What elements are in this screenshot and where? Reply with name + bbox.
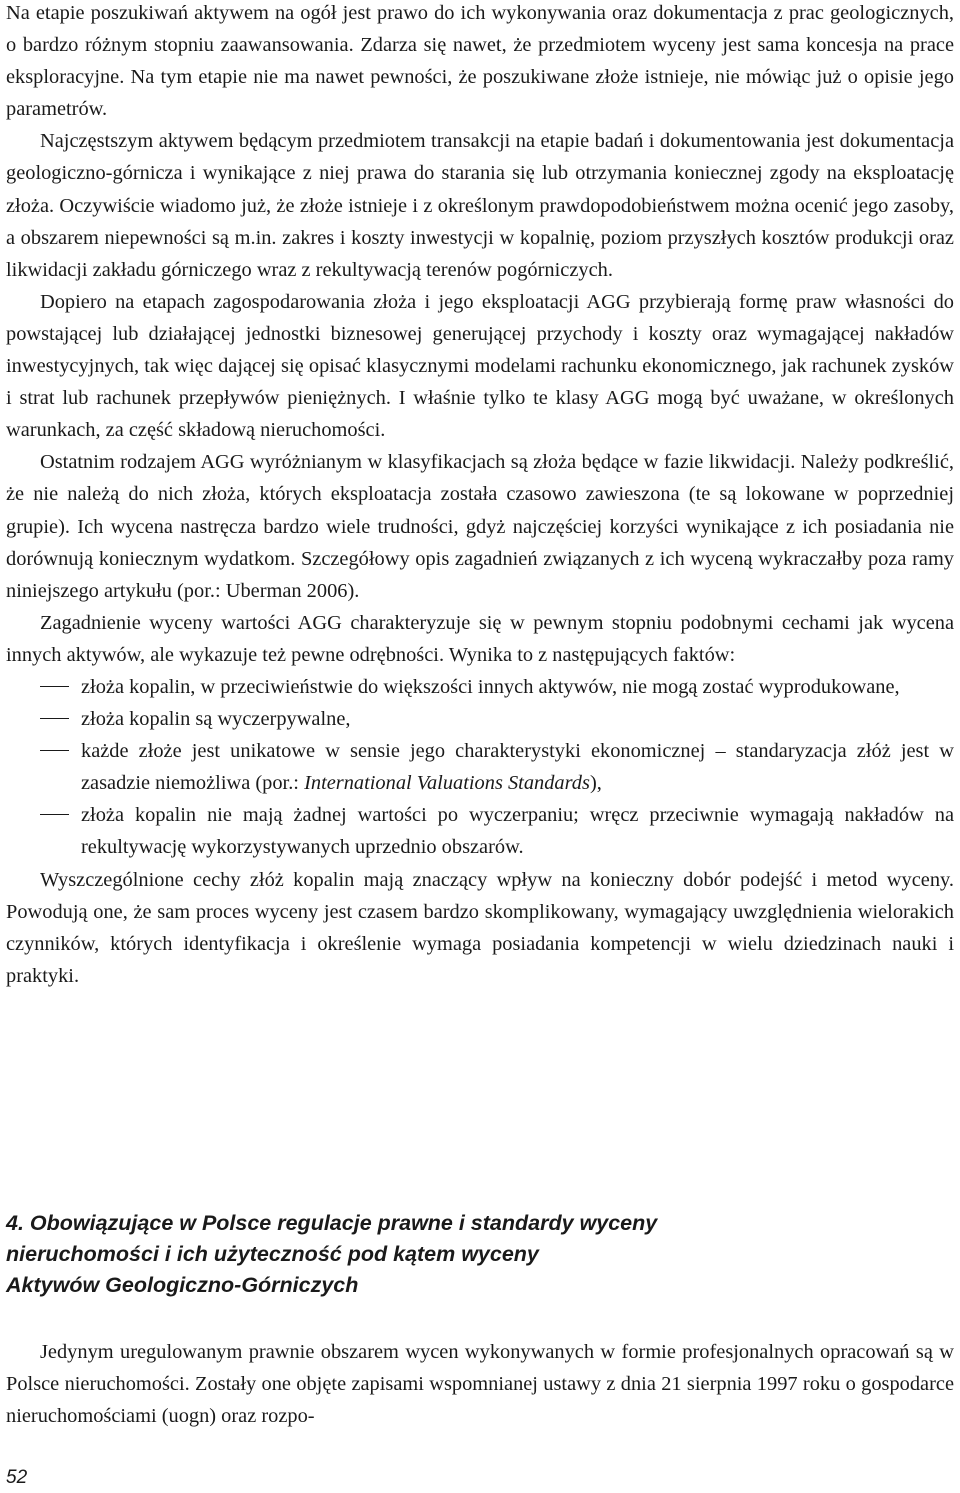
- list-item: [6, 799, 954, 863]
- paragraph-regulations: Jedynym uregulowanym prawnie obszarem wycen wykonywanych w formie profesjonalnych opracowań są w Polsce nieruchomości. Zostały one objęte zapisami wspomnianej ustawy z dnia 21 sierpnia 1997 roku o gospodarce nieruchomościami (uogn) oraz rozpo-: [6, 1341, 954, 1428]
- paragraph-documentation-stage: Najczęstszym aktywem będącym przedmiotem transakcji na etapie badań i dokumentowania jest dokumentacja geologiczno-górnicza i wynikające z niej prawa do starania się lub otrzymania koniecznej zgody na eksploatację złoża. Oczywiście wiadomo już, że złoże istnieje i z określonym prawdopodobieństwem można ocenić jego zasoby, a obszarem niepewności są m.in. zakres i koszty inwestycji w kopalnię, poziom przyszłych kosztów produkcji oraz likwidacji zakładu górniczego wraz z rekultywacją terenów pogórniczych.: [6, 130, 954, 281]
- dash-bullet: [40, 750, 69, 751]
- paragraph-exploration-stage: Na etapie poszukiwań aktywem na ogół jest prawo do ich wykonywania oraz dokumentacja z prac geologicznych, o bardzo różnym stopniu zaawansowania. Zdarza się nawet, że przedmiotem wyceny jest sama koncesja na prace eksploracyjne. Na tym etapie nie ma nawet pewności, że poszukiwane złoże istnieje, nie mówiąc już o opisie jego parametrów.: [6, 2, 954, 121]
- page-number: 52: [6, 1467, 28, 1488]
- section-heading-line: nieruchomości i ich użyteczność pod kątem wyceny: [6, 1242, 539, 1266]
- list-item-citation: International Valuations Standards: [304, 772, 590, 795]
- paragraph-development-stage: Dopiero na etapach zagospodarowania złoża i jego eksploatacji AGG przybierają formę praw własności do powstającej lub działającej jednostki biznesowej generującej przychody i koszty oraz wymagającej nakładów inwestycyjnych, tak więc dającej się opisać klasycznymi modelami rachunku ekonomicznego, jak rachunek zysków i strat lub rachunek przepływów pieniężnych. I właśnie tylko te klasy AGG mogą być uważane, w określonych warunkach, za część składową nieruchomości.: [6, 290, 954, 442]
- section-heading-line: Aktywów Geologiczno-Górniczych: [6, 1273, 359, 1297]
- list-item-text: złoża kopalin, w przeciwieństwie do większości innych aktywów, nie mogą zostać wyprodukowane,: [81, 675, 900, 698]
- features-list: [6, 671, 954, 864]
- section-body: [6, 1336, 954, 1432]
- section-heading-line: 4. Obowiązujące w Polsce regulacje prawne i standardy wyceny: [6, 1211, 658, 1235]
- dash-bullet: [40, 686, 69, 687]
- list-item-text: złoża kopalin nie mają żadnej wartości po wyczerpaniu; wręcz przeciwnie wymagają nakładów na rekultywację wykorzystywanych uprzednio obszarów.: [81, 804, 954, 859]
- list-item-text: każde złoże jest unikatowe w sensie jego charakterystyki ekonomicznej – standaryzacja złóż jest w zasadzie niemożliwa (por.:: [81, 740, 954, 795]
- paragraph-liquidation-stage: Ostatnim rodzajem AGG wyróżnianym w klasyfikacjach są złoża będące w fazie likwidacji. Należy podkreślić, że nie należą do nich złoża, których eksploatacja została czasowo zawieszona (te są lokowane w poprzedniej grupie). Ich wycena nastręcza bardzo wiele trudności, gdyż najczęściej korzyści wynikające z ich posiadania nie dorównują koniecznym wydatkom. Szczegółowy opis zagadnień związanych z ich wyceną wykraczałby poza ramy niniejszego artykułu (por.: Uberman 2006).: [6, 451, 954, 602]
- list-item-text-end: ),: [589, 772, 602, 795]
- list-item: [6, 671, 954, 703]
- paragraph-valuation-specifics: Zagadnienie wyceny wartości AGG charakteryzuje się w pewnym stopniu podobnymi cechami jak wycena innych aktywów, ale wykazuje też pewne odrębności. Wynika to z następujących faktów:: [6, 611, 954, 666]
- list-item-text: złoża kopalin są wyczerpywalne,: [81, 708, 351, 731]
- section-heading: [6, 1208, 906, 1301]
- paragraph-features-impact: Wyszczególnione cechy złóż kopalin mają znaczący wpływ na konieczny dobór podejść i metod wyceny. Powodują one, że sam proces wyceny jest czasem bardzo skomplikowany, wymagający uwzględnienia wielorakich czynników, których identyfikacja i określenie wymaga posiadania kompetencji w wielu dziedzinach nauki i praktyki.: [6, 868, 954, 987]
- dash-bullet: [40, 814, 69, 815]
- dash-bullet: [40, 718, 69, 719]
- list-item: [6, 703, 954, 735]
- page-body: [6, 0, 954, 992]
- list-item: [6, 735, 954, 799]
